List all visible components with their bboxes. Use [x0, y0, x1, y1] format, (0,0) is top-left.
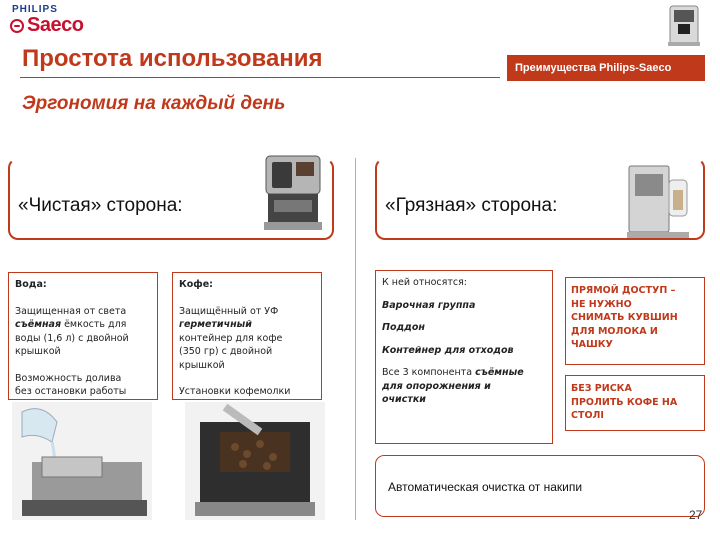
clean-side-machine-image [260, 152, 330, 234]
coffee-line5: крышкой [179, 359, 225, 371]
section-tag: Преимущества Philips-Saeco [507, 55, 705, 81]
water-line6: без остановки работы [15, 386, 127, 397]
coffee-heading: Кофе: [179, 279, 213, 290]
direct-access-line: СНИМАТЬ КУВШИН [571, 312, 678, 323]
components-plain-text: Все 3 компонента [382, 367, 476, 378]
water-tank-image [12, 402, 152, 520]
coffee-info-box [172, 272, 322, 400]
page-subtitle: Эргономия на каждый день [22, 93, 286, 114]
coffee-line6: Установки кофемолки [179, 386, 291, 397]
page-title: Простота использования [22, 45, 323, 72]
direct-access-line: ЧАШКУ [571, 339, 613, 350]
dirty-side-info-box [375, 270, 553, 444]
coffee-line4: (350 гр) с двойной [179, 346, 273, 357]
water-line5: Возможность долива [15, 372, 122, 384]
water-info-box [8, 272, 158, 400]
waste-container-text: Контейнер для отходов [382, 344, 514, 356]
direct-access-line: ПРЯМОЙ ДОСТУП – [571, 285, 676, 296]
direct-access-line: ДЛЯ МОЛОКА И [571, 325, 658, 337]
water-line4: крышкой [15, 346, 61, 357]
product-thumbnail-image [660, 4, 708, 48]
saeco-logo [10, 14, 83, 37]
auto-descaling-banner [375, 455, 705, 517]
components-removable-text: съёмные [475, 367, 524, 378]
brew-group-text: Варочная группа [382, 299, 476, 311]
dirty-side-banner [375, 158, 705, 240]
coffee-container-image [185, 402, 325, 520]
saeco-wordmark: Saeco [27, 14, 84, 36]
no-spill-line: БЕЗ РИСКА [571, 383, 632, 394]
coffee-line1: Защищённый от УФ [179, 305, 279, 317]
water-heading: Вода: [15, 279, 47, 290]
column-divider [355, 158, 356, 520]
direct-access-line: НЕ НУЖНО [571, 298, 632, 310]
coffee-line3: контейнер для кофе [179, 332, 283, 344]
no-spill-line: СТОЛІ [571, 410, 604, 421]
components-line2: для опорожнения и [382, 380, 491, 392]
saeco-logo-icon [10, 19, 24, 33]
water-line1: Защищенная от света [15, 305, 127, 317]
page-number: 27 [689, 508, 703, 522]
direct-access-callout [565, 277, 705, 365]
water-line3: воды (1,6 л) с двойной [15, 332, 129, 344]
coffee-airtight-text: герметичный [179, 319, 252, 330]
water-line2-rest: ёмкость для [61, 319, 127, 330]
drip-tray-text: Поддон [382, 322, 425, 333]
clean-side-banner [8, 158, 334, 240]
dirty-side-machine-image [625, 160, 691, 240]
philips-logo: PHILIPS [12, 4, 58, 15]
components-line3: очистки [382, 394, 426, 405]
dirty-intro: К ней относятся: [382, 277, 467, 288]
no-spill-callout [565, 375, 705, 431]
water-removable-text: съёмная [15, 319, 62, 330]
dirty-side-label: «Грязная» сторона: [385, 195, 558, 216]
title-divider [20, 77, 500, 78]
no-spill-line: ПРОЛИТЬ КОФЕ НА [571, 396, 678, 408]
clean-side-label: «Чистая» сторона: [18, 195, 183, 216]
auto-descaling-label: Автоматическая очистка от накипи [388, 480, 583, 494]
